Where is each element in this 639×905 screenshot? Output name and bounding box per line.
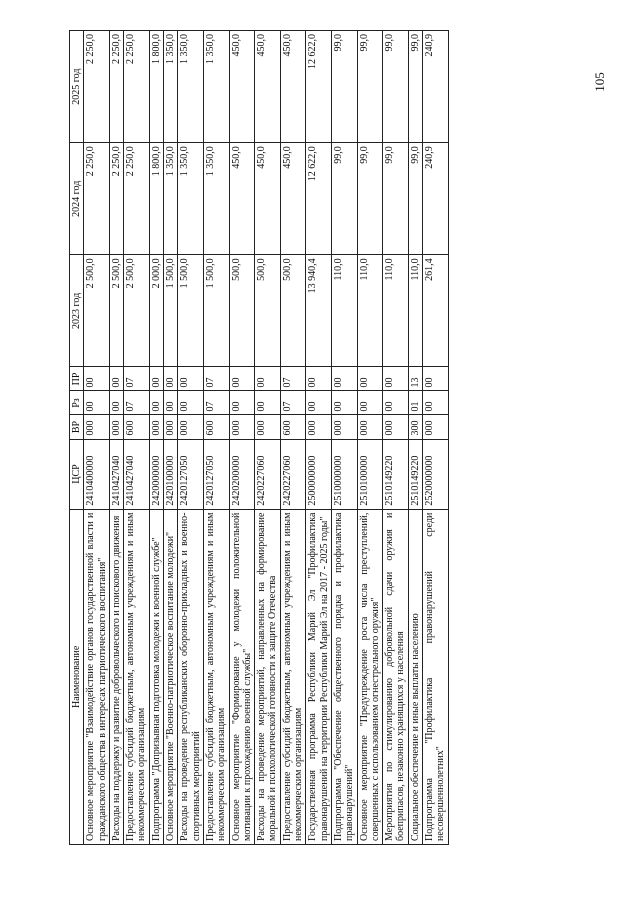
table-row bbox=[124, 31, 150, 845]
row-vr: 000 bbox=[423, 415, 449, 439]
table-row bbox=[255, 31, 281, 845]
row-vr: 000 bbox=[383, 415, 409, 439]
table-body bbox=[84, 31, 448, 845]
row-2023: 500,0 bbox=[229, 255, 255, 367]
row-2024: 2 250,0 bbox=[109, 143, 123, 255]
row-2023: 500,0 bbox=[255, 255, 281, 367]
row-rz: 00 bbox=[178, 391, 204, 415]
row-rz: 00 bbox=[423, 391, 449, 415]
row-2024: 1 350,0 bbox=[178, 143, 204, 255]
header-vr: ВР bbox=[70, 415, 84, 439]
header-2025: 2025 год bbox=[70, 31, 84, 143]
row-pr: 07 bbox=[124, 367, 150, 391]
row-name: Предоставление субсидий бюджетным, автономным учреждениям и иным некоммерческим организациям bbox=[124, 509, 150, 844]
row-vr: 000 bbox=[164, 415, 178, 439]
row-csr: 2520000000 bbox=[423, 439, 449, 509]
row-vr: 600 bbox=[280, 415, 306, 439]
row-name: Подпрограмма "Допризывная подготовка молодежи к военной службе" bbox=[149, 509, 163, 844]
header-csr: ЦСР bbox=[70, 439, 84, 509]
row-vr: 000 bbox=[178, 415, 204, 439]
row-name: Государственная программа Республики Марий Эл "Профилактика правонарушений на территории Республики Марий Эл на 2017 - 2025 годы" bbox=[306, 509, 332, 844]
row-2023: 2 500,0 bbox=[84, 255, 110, 367]
table-row bbox=[164, 31, 178, 845]
row-csr: 2420000000 bbox=[149, 439, 163, 509]
row-rz: 00 bbox=[164, 391, 178, 415]
row-pr: 13 bbox=[408, 367, 422, 391]
header-2023: 2023 год bbox=[70, 255, 84, 367]
row-vr: 000 bbox=[306, 415, 332, 439]
row-rz: 00 bbox=[306, 391, 332, 415]
row-2025: 2 250,0 bbox=[124, 31, 150, 143]
row-vr: 000 bbox=[84, 415, 110, 439]
row-pr: 07 bbox=[280, 367, 306, 391]
row-name: Предоставление субсидий бюджетным, автономным учреждениям и иным некоммерческим организациям bbox=[203, 509, 229, 844]
row-name: Предоставление субсидий бюджетным, автономным учреждениям и иным некоммерческим организациям bbox=[280, 509, 306, 844]
table-header bbox=[70, 31, 84, 845]
row-2023: 110,0 bbox=[331, 255, 357, 367]
row-2023: 2 500,0 bbox=[109, 255, 123, 367]
header-rz: Рз bbox=[70, 391, 84, 415]
row-2024: 2 250,0 bbox=[124, 143, 150, 255]
row-name: Мероприятия по стимулированию добровольной сдачи оружия и боеприпасов, незаконно хранящихся у населения bbox=[383, 509, 409, 844]
row-name: Подпрограмма "Обеспечение общественного порядка и профилактика правонарушений" bbox=[331, 509, 357, 844]
table-row bbox=[149, 31, 163, 845]
row-csr: 2420200000 bbox=[229, 439, 255, 509]
row-2023: 1 500,0 bbox=[164, 255, 178, 367]
row-pr: 00 bbox=[423, 367, 449, 391]
row-csr: 2420127050 bbox=[203, 439, 229, 509]
row-2024: 1 350,0 bbox=[203, 143, 229, 255]
table-row bbox=[331, 31, 357, 845]
row-rz: 07 bbox=[203, 391, 229, 415]
row-2025: 99,0 bbox=[383, 31, 409, 143]
row-2023: 261,4 bbox=[423, 255, 449, 367]
row-2024: 12 622,0 bbox=[306, 143, 332, 255]
table-row bbox=[109, 31, 123, 845]
row-rz: 00 bbox=[357, 391, 383, 415]
row-rz: 07 bbox=[124, 391, 150, 415]
row-pr: 00 bbox=[164, 367, 178, 391]
row-2025: 99,0 bbox=[357, 31, 383, 143]
row-pr: 00 bbox=[149, 367, 163, 391]
header-name: Наименование bbox=[70, 509, 84, 844]
row-name: Социальное обеспечение и иные выплаты населению bbox=[408, 509, 422, 844]
row-vr: 000 bbox=[357, 415, 383, 439]
row-csr: 2500000000 bbox=[306, 439, 332, 509]
row-csr: 2410427040 bbox=[124, 439, 150, 509]
row-2025: 99,0 bbox=[331, 31, 357, 143]
row-rz: 01 bbox=[408, 391, 422, 415]
row-pr: 00 bbox=[255, 367, 281, 391]
row-csr: 2420100000 bbox=[164, 439, 178, 509]
row-vr: 000 bbox=[109, 415, 123, 439]
row-rz: 00 bbox=[149, 391, 163, 415]
row-2023: 1 500,0 bbox=[178, 255, 204, 367]
row-csr: 2510000000 bbox=[331, 439, 357, 509]
row-vr: 000 bbox=[255, 415, 281, 439]
row-2023: 2 000,0 bbox=[149, 255, 163, 367]
row-2024: 1 800,0 bbox=[149, 143, 163, 255]
table-row bbox=[306, 31, 332, 845]
row-2025: 99,0 bbox=[408, 31, 422, 143]
row-2023: 110,0 bbox=[383, 255, 409, 367]
row-2024: 99,0 bbox=[408, 143, 422, 255]
row-name: Основное мероприятие "Военно-патриотическое воспитание молодежи" bbox=[164, 509, 178, 844]
row-rz: 00 bbox=[109, 391, 123, 415]
row-2025: 2 250,0 bbox=[84, 31, 110, 143]
row-2023: 110,0 bbox=[408, 255, 422, 367]
table-row bbox=[203, 31, 229, 845]
row-2024: 240,9 bbox=[423, 143, 449, 255]
row-2024: 450,0 bbox=[255, 143, 281, 255]
row-2025: 450,0 bbox=[229, 31, 255, 143]
row-rz: 07 bbox=[280, 391, 306, 415]
row-csr: 2410400000 bbox=[84, 439, 110, 509]
row-2024: 2 250,0 bbox=[84, 143, 110, 255]
row-csr: 2410427040 bbox=[109, 439, 123, 509]
table-row bbox=[423, 31, 449, 845]
row-name: Расходы на проведение мероприятий, направленных на формирование моральной и психологической готовности к защите Отечества bbox=[255, 509, 281, 844]
table-row bbox=[84, 31, 110, 845]
table-row bbox=[383, 31, 409, 845]
row-pr: 00 bbox=[109, 367, 123, 391]
row-vr: 600 bbox=[124, 415, 150, 439]
row-2025: 1 350,0 bbox=[178, 31, 204, 143]
row-2023: 13 940,4 bbox=[306, 255, 332, 367]
header-2024: 2024 год bbox=[70, 143, 84, 255]
row-name: Основное мероприятие "Предупреждение роста числа преступлений, совершенных с использованием огнестрельного оружия" bbox=[357, 509, 383, 844]
table-row bbox=[408, 31, 422, 845]
table-row bbox=[229, 31, 255, 845]
row-csr: 2420127050 bbox=[178, 439, 204, 509]
row-rz: 00 bbox=[229, 391, 255, 415]
row-name: Основное мероприятие "Формирование у молодежи положительной мотивации к прохождению военной службы" bbox=[229, 509, 255, 844]
header-pr: ПР bbox=[70, 367, 84, 391]
row-vr: 600 bbox=[203, 415, 229, 439]
row-csr: 2510149220 bbox=[383, 439, 409, 509]
row-pr: 00 bbox=[357, 367, 383, 391]
row-2024: 1 350,0 bbox=[164, 143, 178, 255]
row-2023: 500,0 bbox=[280, 255, 306, 367]
row-csr: 2420227060 bbox=[280, 439, 306, 509]
row-rz: 00 bbox=[331, 391, 357, 415]
budget-table bbox=[69, 30, 449, 845]
row-pr: 00 bbox=[84, 367, 110, 391]
budget-table-container bbox=[69, 30, 619, 845]
row-rz: 00 bbox=[84, 391, 110, 415]
row-name: Расходы на проведение республиканских оборонно-прикладных и военно-спортивных мероприятий bbox=[178, 509, 204, 844]
row-vr: 000 bbox=[331, 415, 357, 439]
row-pr: 00 bbox=[178, 367, 204, 391]
row-pr: 07 bbox=[203, 367, 229, 391]
row-rz: 00 bbox=[383, 391, 409, 415]
table-row bbox=[178, 31, 204, 845]
row-pr: 00 bbox=[306, 367, 332, 391]
row-2025: 12 622,0 bbox=[306, 31, 332, 143]
row-2024: 99,0 bbox=[357, 143, 383, 255]
row-vr: 000 bbox=[149, 415, 163, 439]
row-2024: 450,0 bbox=[280, 143, 306, 255]
row-csr: 2420227060 bbox=[255, 439, 281, 509]
row-name: Подпрограмма "Профилактика правонарушений среди несовершеннолетних" bbox=[423, 509, 449, 844]
row-vr: 000 bbox=[229, 415, 255, 439]
table-row bbox=[357, 31, 383, 845]
row-pr: 00 bbox=[383, 367, 409, 391]
row-2024: 99,0 bbox=[383, 143, 409, 255]
row-csr: 2510149220 bbox=[408, 439, 422, 509]
row-2025: 450,0 bbox=[255, 31, 281, 143]
row-rz: 00 bbox=[255, 391, 281, 415]
page-number: 105 bbox=[591, 72, 607, 92]
row-name: Расходы на поддержку и развитие добровольческого и поискового движения bbox=[109, 509, 123, 844]
row-2025: 2 250,0 bbox=[109, 31, 123, 143]
row-pr: 00 bbox=[229, 367, 255, 391]
row-2024: 450,0 bbox=[229, 143, 255, 255]
row-name: Основное мероприятие "Взаимодействие органов государственной власти и гражданского общества в интересах патриотического воспитания" bbox=[84, 509, 110, 844]
row-2025: 450,0 bbox=[280, 31, 306, 143]
row-2025: 1 350,0 bbox=[164, 31, 178, 143]
table-row bbox=[280, 31, 306, 845]
row-2025: 240,9 bbox=[423, 31, 449, 143]
row-vr: 300 bbox=[408, 415, 422, 439]
row-2023: 1 500,0 bbox=[203, 255, 229, 367]
row-pr: 00 bbox=[331, 367, 357, 391]
row-2024: 99,0 bbox=[331, 143, 357, 255]
row-2023: 110,0 bbox=[357, 255, 383, 367]
row-csr: 2510100000 bbox=[357, 439, 383, 509]
row-2025: 1 800,0 bbox=[149, 31, 163, 143]
row-2023: 2 500,0 bbox=[124, 255, 150, 367]
row-2025: 1 350,0 bbox=[203, 31, 229, 143]
